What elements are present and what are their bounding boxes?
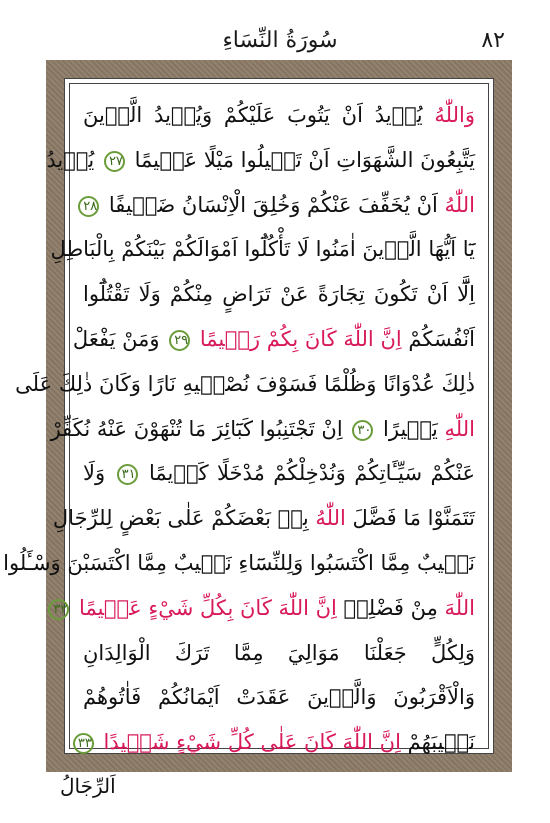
verse-text: نَصٖيبَهُمْ (400, 730, 475, 755)
verse-text: وَلَا (83, 461, 114, 486)
divine-name-highlight: اللّٰهَ (444, 595, 475, 620)
verse-text: عَنْكُمْ سَيِّـَٔاتِكُمْ وَنُدْخِلْكُمْ مُدْخَلًا كَرٖيمًا (140, 461, 475, 486)
catchword: اَلرِّجَالُ (60, 774, 116, 798)
surah-title: سُورَةُ النِّسَاءِ (222, 28, 338, 53)
verse-line (72, 317, 475, 362)
verse-text: اِنْ تَجْتَنِبُوا كَبَٓائِرَ مَا تُنْهَوْنَ عَنْهُ نُكَفِّرْ (50, 416, 350, 441)
verse-line (83, 675, 475, 720)
verse-text (97, 730, 104, 754)
divine-name-highlight: اِنَّ اللّٰهَ كَانَ بِكُلِّ شَيْءٍ عَلٖيمًا (79, 595, 337, 620)
verse-text: ذٰلِكَ عُدْوَانًا وَظُلْمًا فَسَوْفَ نُصْلٖيهِ نَارًا وَكَانَ ذٰلِكَ عَلَى (15, 371, 475, 396)
verse-line (83, 272, 475, 317)
ayah-number-marker: ٣٠ (352, 420, 373, 441)
verse-text: يَتَّبِعُونَ الشَّهَوَاتِ اَنْ تَمٖيلُوا مَيْلًا عَظٖيمًا (127, 147, 475, 172)
divine-name-highlight: اللّٰهِ (444, 416, 475, 441)
verse-text: وَمَنْ يَفْعَلْ (72, 326, 167, 351)
verse-text: يَسٖيرًا (376, 416, 445, 441)
ayah-number-marker: ٢٩ (169, 330, 190, 351)
divine-name-highlight: اِنَّ اللّٰهَ كَانَ بِكُمْ رَحٖيمًا (199, 326, 402, 351)
ayah-number-marker: ٢٧ (104, 151, 125, 172)
verse-text: اَنْفُسَكُمْ (401, 326, 475, 351)
verse-text-area (3, 93, 475, 755)
verse-text: يُرٖيدُ (46, 147, 101, 172)
verse-text: يَٓا اَيُّهَا الَّذٖينَ اٰمَنُوا لَا تَأْكُلُٓوا اَمْوَالَكُمْ بَيْنَكُمْ بِالْبَاطِلِ (50, 237, 475, 262)
text-panel (3, 78, 494, 755)
verse-text: اَنْ يُخَفِّفَ عَنْكُمْ وَخُلِقَ الْاِنْسَانُ ضَعٖيفًا (102, 192, 445, 217)
verse-line (53, 586, 475, 631)
page-header (60, 20, 505, 60)
verse-text: مِنْ فَضْلِهٖ (336, 595, 445, 620)
verse-text: نَصٖيبٌ مِمَّا اكْتَسَبُوا وَلِلنِّسَٓاءِ نَصٖيبٌ مِمَّا اكْتَسَبْنَ وَسْـَٔلُوا (3, 550, 475, 575)
verse-line (52, 496, 475, 541)
page-number: ٨٢ (481, 28, 505, 53)
verse-text: اِلَّٓا اَنْ تَكُونَ تِجَارَةً عَنْ تَرَاضٍ مِنْكُمْ وَلَا تَقْتُلُٓوا (83, 282, 475, 307)
verse-text: يُرٖيدُ اَنْ يَتُوبَ عَلَيْكُمْ وَيُرٖيدُ الَّذٖينَ (83, 103, 435, 127)
ayah-number-marker: ٣٣ (73, 733, 94, 754)
verse-text: تَتَمَنَّوْا مَا فَضَّلَ (345, 506, 475, 531)
verse-line (46, 138, 475, 183)
verse-line (83, 451, 475, 496)
verse-text: وَلِكُلٍّ جَعَلْنَا مَوَالِيَ مِمَّا تَرَكَ الْوَالِدَانِ (83, 640, 475, 665)
divine-name-highlight: اللّٰهُ (444, 192, 475, 217)
ornamental-frame (3, 60, 512, 772)
divine-name-highlight: اِنَّ اللّٰهَ كَانَ عَلٰى كُلِّ شَيْءٍ شَهٖيدًا (103, 730, 401, 755)
verse-line (83, 631, 475, 676)
verse-line (50, 227, 475, 272)
ayah-number-marker: ٢٨ (78, 196, 99, 217)
verse-line (3, 541, 475, 586)
verse-line (83, 183, 475, 228)
divine-name-highlight: اللّٰهُ (315, 506, 346, 531)
verse-line (83, 93, 475, 138)
divine-name-highlight: وَاللّٰهُ (434, 103, 475, 127)
verse-line (50, 407, 475, 452)
verse-line (15, 362, 475, 407)
verse-line (77, 720, 475, 765)
verse-text: بِهٖ بَعْضَكُمْ عَلٰى بَعْضٍ لِلرِّجَالِ (52, 506, 316, 531)
verse-text: وَالْاَقْرَبُونَ وَالَّذٖينَ عَقَدَتْ اَيْمَانُكُمْ فَاٰتُوهُمْ (83, 685, 475, 710)
verse-text (193, 327, 200, 351)
ayah-number-marker: ٣١ (117, 464, 138, 485)
ayah-number-marker: ٣٢ (48, 599, 69, 620)
